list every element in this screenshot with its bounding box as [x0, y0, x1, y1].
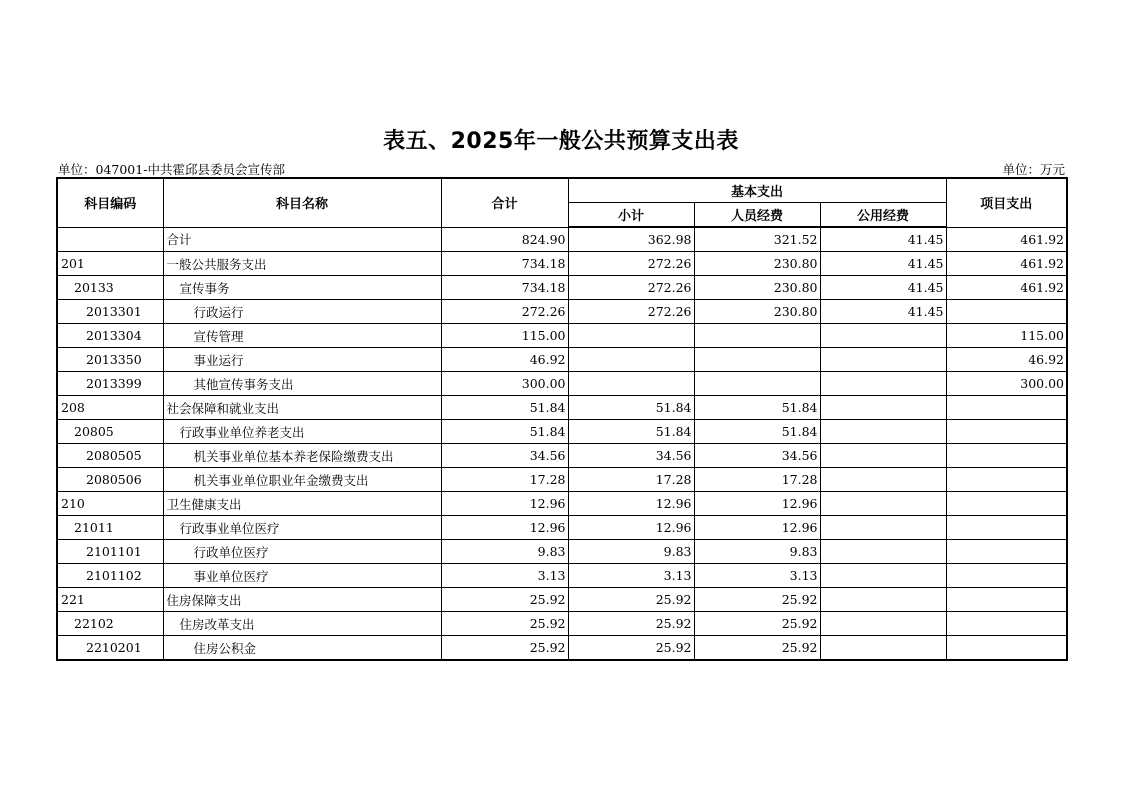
cell-name: 机关事业单位职业年金缴费支出	[163, 468, 441, 492]
cell-public	[820, 468, 946, 492]
cell-code: 20805	[57, 420, 163, 444]
cell-subtotal: 362.98	[568, 227, 694, 252]
header-name: 科目名称	[163, 178, 441, 227]
cell-name: 合计	[163, 227, 441, 252]
cell-project	[946, 564, 1067, 588]
cell-public	[820, 516, 946, 540]
cell-total: 17.28	[441, 468, 568, 492]
cell-name: 行政运行	[163, 300, 441, 324]
table-row	[57, 588, 1067, 612]
cell-code: 2101101	[57, 540, 163, 564]
header-project: 项目支出	[946, 178, 1067, 227]
cell-project	[946, 468, 1067, 492]
cell-total: 115.00	[441, 324, 568, 348]
cell-public	[820, 564, 946, 588]
cell-project	[946, 612, 1067, 636]
table-row	[57, 540, 1067, 564]
table-body	[57, 227, 1067, 660]
table-row	[57, 348, 1067, 372]
cell-total: 51.84	[441, 396, 568, 420]
cell-code	[57, 227, 163, 252]
table-row	[57, 252, 1067, 276]
cell-subtotal: 25.92	[568, 636, 694, 661]
cell-name: 其他宣传事务支出	[163, 372, 441, 396]
cell-subtotal: 51.84	[568, 396, 694, 420]
cell-personnel: 25.92	[694, 588, 820, 612]
table-row	[57, 300, 1067, 324]
table-row	[57, 372, 1067, 396]
cell-name: 事业运行	[163, 348, 441, 372]
cell-total: 34.56	[441, 444, 568, 468]
cell-total: 734.18	[441, 276, 568, 300]
header-personnel: 人员经费	[694, 203, 820, 228]
cell-personnel: 230.80	[694, 300, 820, 324]
cell-public: 41.45	[820, 252, 946, 276]
table-row	[57, 396, 1067, 420]
cell-subtotal: 51.84	[568, 420, 694, 444]
cell-name: 事业单位医疗	[163, 564, 441, 588]
cell-public	[820, 588, 946, 612]
cell-total: 300.00	[441, 372, 568, 396]
table-row	[57, 612, 1067, 636]
cell-subtotal: 3.13	[568, 564, 694, 588]
cell-personnel: 17.28	[694, 468, 820, 492]
cell-total: 25.92	[441, 612, 568, 636]
cell-code: 2013399	[57, 372, 163, 396]
cell-name: 机关事业单位基本养老保险缴费支出	[163, 444, 441, 468]
cell-name: 卫生健康支出	[163, 492, 441, 516]
cell-name: 行政事业单位养老支出	[163, 420, 441, 444]
cell-personnel	[694, 372, 820, 396]
cell-personnel	[694, 324, 820, 348]
cell-project	[946, 492, 1067, 516]
cell-code: 221	[57, 588, 163, 612]
cell-name: 社会保障和就业支出	[163, 396, 441, 420]
cell-personnel: 51.84	[694, 420, 820, 444]
cell-project	[946, 516, 1067, 540]
table-row	[57, 564, 1067, 588]
cell-name: 行政单位医疗	[163, 540, 441, 564]
cell-personnel: 3.13	[694, 564, 820, 588]
table-row	[57, 276, 1067, 300]
table-row	[57, 420, 1067, 444]
table-row	[57, 227, 1067, 252]
cell-total: 25.92	[441, 588, 568, 612]
cell-public	[820, 372, 946, 396]
cell-public	[820, 612, 946, 636]
cell-project: 46.92	[946, 348, 1067, 372]
cell-name: 住房公积金	[163, 636, 441, 661]
cell-personnel: 25.92	[694, 636, 820, 661]
header-subtotal: 小计	[568, 203, 694, 228]
table-row	[57, 324, 1067, 348]
cell-name: 宣传事务	[163, 276, 441, 300]
cell-subtotal: 25.92	[568, 612, 694, 636]
cell-subtotal: 17.28	[568, 468, 694, 492]
cell-project: 115.00	[946, 324, 1067, 348]
cell-public	[820, 348, 946, 372]
cell-code: 2013350	[57, 348, 163, 372]
table-row	[57, 444, 1067, 468]
cell-project	[946, 540, 1067, 564]
cell-total: 46.92	[441, 348, 568, 372]
cell-total: 272.26	[441, 300, 568, 324]
page-title: 表五、2025年一般公共预算支出表	[383, 129, 739, 154]
cell-subtotal	[568, 324, 694, 348]
cell-code: 2101102	[57, 564, 163, 588]
cell-subtotal	[568, 372, 694, 396]
cell-subtotal: 12.96	[568, 516, 694, 540]
cell-code: 201	[57, 252, 163, 276]
cell-public	[820, 492, 946, 516]
cell-personnel: 9.83	[694, 540, 820, 564]
cell-personnel: 12.96	[694, 516, 820, 540]
cell-subtotal: 272.26	[568, 252, 694, 276]
cell-total: 9.83	[441, 540, 568, 564]
cell-total: 3.13	[441, 564, 568, 588]
cell-project	[946, 300, 1067, 324]
cell-name: 住房改革支出	[163, 612, 441, 636]
cell-public	[820, 636, 946, 661]
cell-subtotal: 34.56	[568, 444, 694, 468]
cell-project: 461.92	[946, 276, 1067, 300]
cell-subtotal: 9.83	[568, 540, 694, 564]
cell-total: 824.90	[441, 227, 568, 252]
cell-code: 2013301	[57, 300, 163, 324]
cell-project: 461.92	[946, 252, 1067, 276]
cell-code: 2210201	[57, 636, 163, 661]
cell-total: 51.84	[441, 420, 568, 444]
cell-code: 208	[57, 396, 163, 420]
header-code: 科目编码	[57, 178, 163, 227]
cell-personnel: 321.52	[694, 227, 820, 252]
cell-code: 22102	[57, 612, 163, 636]
cell-project	[946, 420, 1067, 444]
cell-personnel: 230.80	[694, 276, 820, 300]
cell-subtotal	[568, 348, 694, 372]
cell-public	[820, 324, 946, 348]
table-row	[57, 468, 1067, 492]
cell-public	[820, 420, 946, 444]
header-public: 公用经费	[820, 203, 946, 228]
table-row	[57, 516, 1067, 540]
cell-project: 461.92	[946, 227, 1067, 252]
cell-subtotal: 25.92	[568, 588, 694, 612]
cell-personnel: 12.96	[694, 492, 820, 516]
cell-name: 行政事业单位医疗	[163, 516, 441, 540]
cell-public: 41.45	[820, 227, 946, 252]
cell-personnel: 34.56	[694, 444, 820, 468]
cell-code: 2013304	[57, 324, 163, 348]
cell-name: 宣传管理	[163, 324, 441, 348]
cell-project	[946, 444, 1067, 468]
cell-personnel: 230.80	[694, 252, 820, 276]
cell-code: 21011	[57, 516, 163, 540]
cell-personnel: 25.92	[694, 612, 820, 636]
table-header	[57, 178, 1067, 227]
cell-name: 住房保障支出	[163, 588, 441, 612]
unit-info-left: 单位：047001-中共霍邱县委员会宣传部	[58, 162, 285, 177]
cell-code: 2080506	[57, 468, 163, 492]
cell-code: 2080505	[57, 444, 163, 468]
cell-public	[820, 540, 946, 564]
table-row	[57, 636, 1067, 661]
cell-total: 25.92	[441, 636, 568, 661]
cell-subtotal: 272.26	[568, 276, 694, 300]
cell-name: 一般公共服务支出	[163, 252, 441, 276]
cell-project	[946, 636, 1067, 661]
unit-info-right: 单位：万元	[1002, 162, 1065, 177]
budget-table	[56, 177, 1068, 661]
cell-personnel: 51.84	[694, 396, 820, 420]
header-total: 合计	[441, 178, 568, 227]
cell-personnel	[694, 348, 820, 372]
cell-public	[820, 396, 946, 420]
header-basic: 基本支出	[568, 178, 946, 203]
table-row	[57, 492, 1067, 516]
cell-public: 41.45	[820, 276, 946, 300]
cell-subtotal: 12.96	[568, 492, 694, 516]
cell-code: 210	[57, 492, 163, 516]
cell-project	[946, 588, 1067, 612]
cell-public	[820, 444, 946, 468]
cell-project: 300.00	[946, 372, 1067, 396]
cell-total: 734.18	[441, 252, 568, 276]
cell-public: 41.45	[820, 300, 946, 324]
cell-code: 20133	[57, 276, 163, 300]
cell-total: 12.96	[441, 492, 568, 516]
cell-subtotal: 272.26	[568, 300, 694, 324]
cell-project	[946, 396, 1067, 420]
cell-total: 12.96	[441, 516, 568, 540]
